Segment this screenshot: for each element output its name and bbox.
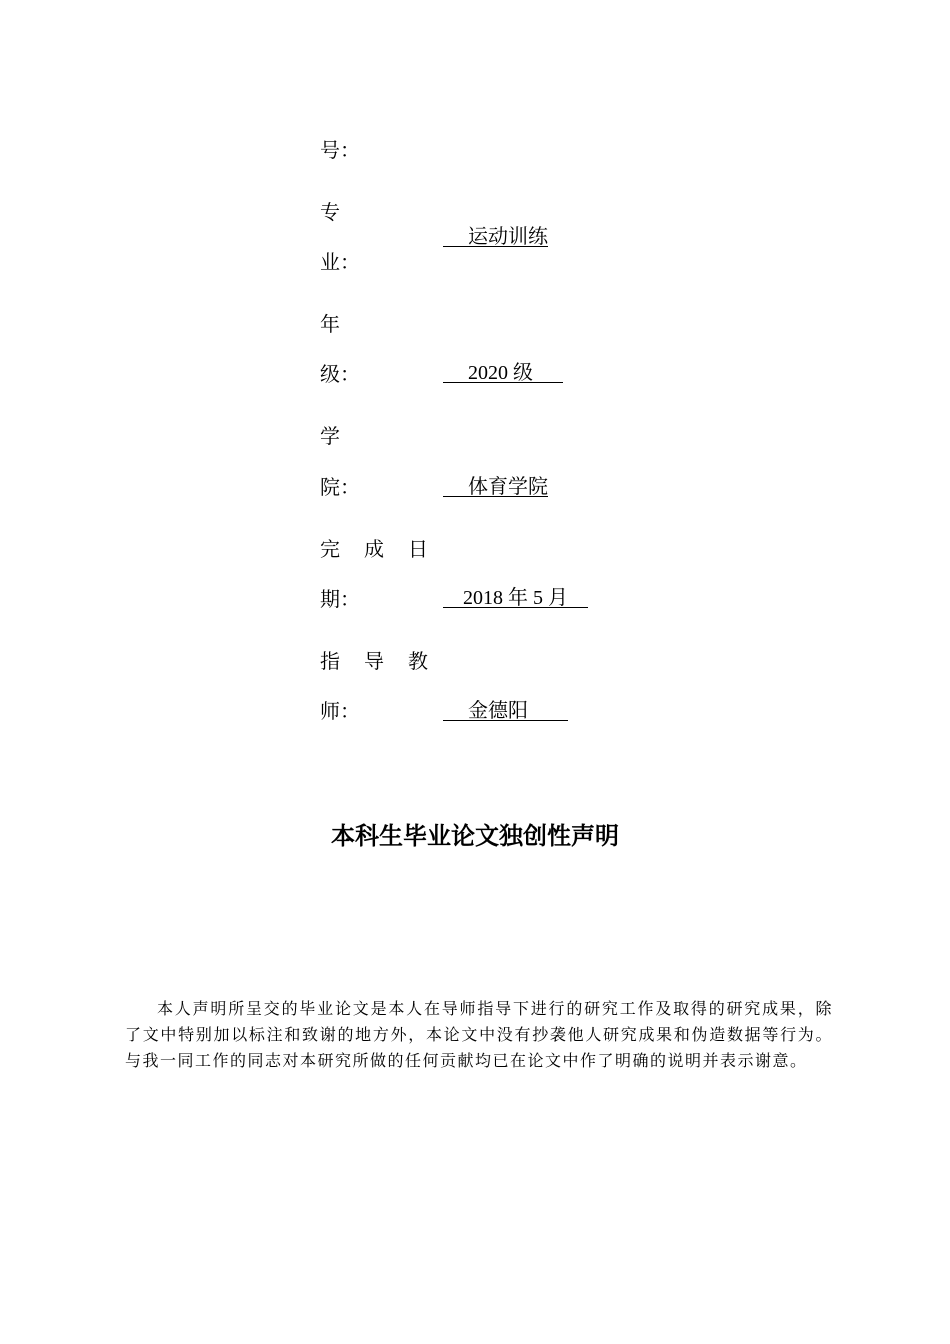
advisor-label-char: 指: [320, 649, 340, 673]
grade-label-top: 年: [320, 312, 340, 336]
date-label-top: [320, 537, 428, 561]
college-value: 体育学院: [443, 476, 548, 498]
college-label-bottom: 院：: [320, 475, 360, 499]
major-value: 运动训练: [443, 226, 548, 248]
number-label: 号：: [320, 138, 360, 162]
major-label-top: 专: [320, 200, 340, 224]
advisor-value: 金德阳: [443, 700, 568, 722]
date-value: 2018 年 5 月: [443, 587, 588, 609]
college-label-top: 学: [320, 424, 340, 448]
date-label-char: 成: [364, 537, 384, 561]
date-label-char: 日: [408, 537, 428, 561]
advisor-label-top: [320, 649, 428, 673]
advisor-label-bottom: 师：: [320, 699, 360, 723]
date-label-bottom: 期：: [320, 587, 360, 611]
grade-label-bottom: 级：: [320, 362, 360, 386]
major-label-bottom: 业：: [320, 250, 360, 274]
advisor-label-char: 导: [364, 649, 384, 673]
date-label-char: 完: [320, 537, 340, 561]
declaration-body: 本人声明所呈交的毕业论文是本人在导师指导下进行的研究工作及取得的研究成果，除了文中特别加以标注和致谢的地方外，本论文中没有抄袭他人研究成果和伪造数据等行为。与我一同工作的同志对本研究所做的任何贡献均已在论文中作了明确的说明并表示谢意。: [125, 999, 833, 1070]
advisor-label-char: 教: [408, 649, 428, 673]
grade-value: 2020 级: [443, 362, 563, 384]
declaration-title: 本科生毕业论文独创性声明: [331, 822, 619, 850]
